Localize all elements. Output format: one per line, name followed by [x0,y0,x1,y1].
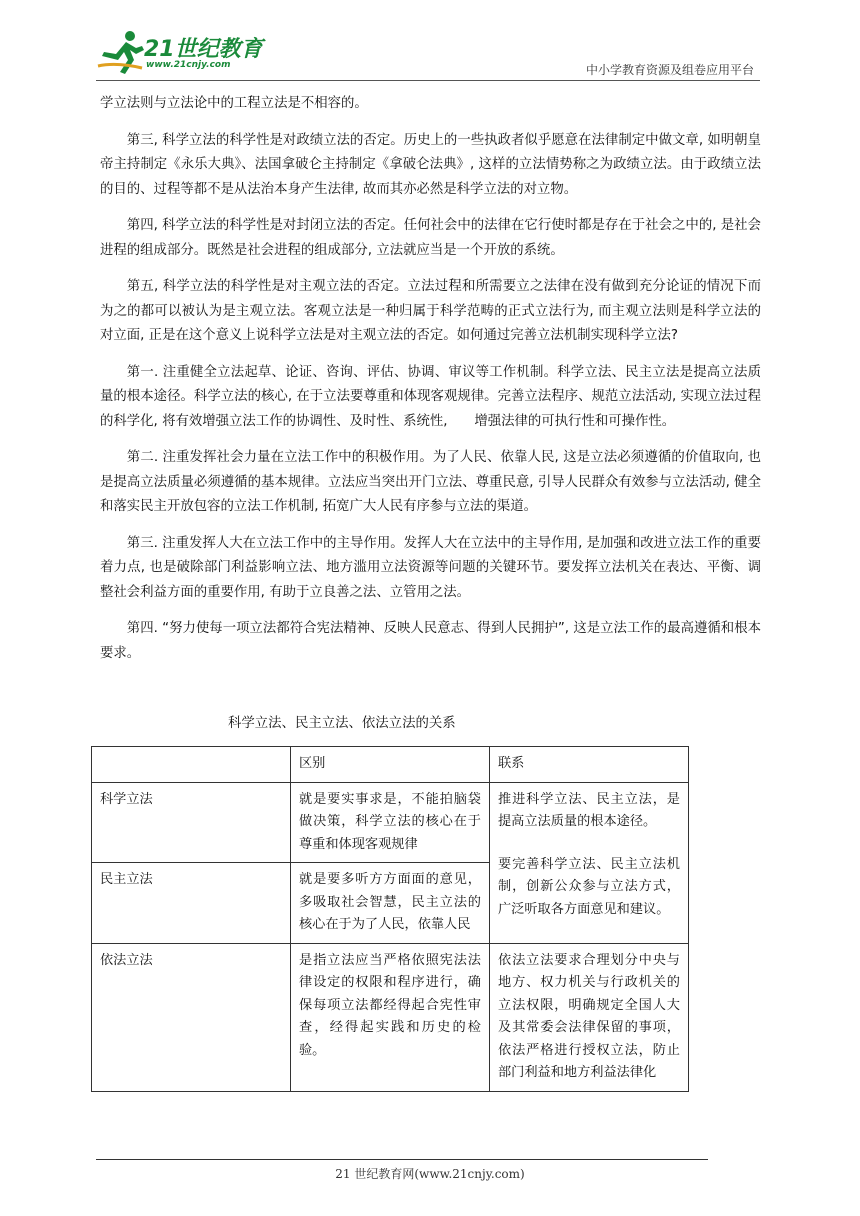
paragraph: 第三. 注重发挥人大在立法工作中的主导作用。发挥人大在立法中的主导作用, 是加强和改进立法工作的重要着力点, 也是破除部门利益影响立法、地方滥用立法资源等问题的关键环节。要发挥立法机关在表达、平衡、调整社会利益方面的重要作用, 有助于立良善之法、立管用之法。 [100,535,761,600]
paragraph: 第四. “努力使每一项立法都符合宪法精神、反映人民意志、得到人民拥护”, 这是立法工作的最高遵循和根本要求。 [100,621,761,661]
table-row [92,782,689,863]
paragraph: 第一. 注重健全立法起草、论证、咨询、评估、协调、审议等工作机制。科学立法、民主立法是提高立法质量的根本途径。科学立法的核心, 在于立法要尊重和体现客观规律。完善立法程序、规范立法活动, 实现立法过程的科学化, 将有效增强立法工作的协调性、及时性、系统性, 增强法律的可执行性和可操作性。 [100,364,761,429]
table-cell-link [490,782,689,943]
page-footer[interactable]: 21 世纪教育网(www.21cnjy.com) [335,1167,525,1181]
page-header [0,0,860,84]
paragraph: 第三, 科学立法的科学性是对政绩立法的否定。历史上的一些执政者似乎愿意在法律制定中做文章, 如明朝皇帝主持制定《永乐大典》、法国拿破仑主持制定《拿破仑法典》, 这样的立法情势称之为政绩立法。由于政绩立法的目的、过程等都不是从法治本身产生法律, 故而其亦必然是科学立法的对立物。 [100,132,761,197]
platform-name: 中小学教育资源及组卷应用平台 [585,63,754,77]
table-cell-name: 民主立法 [92,863,291,944]
table-cell-link: 依法立法要求合理划分中央与地方、权力机关与行政机关的立法权限，明确规定全国人大及其常委会法律保留的事项，依法严格进行授权立法，防止部门利益和地方利益法律化 [490,943,689,1091]
relationship-table [91,746,689,1092]
header-divider [96,80,760,81]
paragraph: 第二. 注重发挥社会力量在立法工作中的积极作用。为了人民、依靠人民, 这是立法必须遵循的价值取向, 也是提高立法质量必须遵循的基本规律。立法应当突出开门立法、尊重民意, 引导人民群众有效参与立法活动, 健全和落实民主开放包容的立法工作机制, 拓宽广大人民有序参与立法的渠道。 [100,450,761,514]
table-cell-diff: 是指立法应当严格依照宪法法律设定的权限和程序进行，确保每项立法都经得起合宪性审查，经得起实践和历史的检验。 [291,943,490,1091]
footer-divider [96,1159,708,1160]
table-title: 科学立法、民主立法、依法立法的关系 [228,716,456,731]
table-header-cell: 区别 [291,747,490,783]
table-cell-diff: 就是要多听方方面面的意见，多吸取社会智慧，民主立法的核心在于为了人民，依靠人民 [291,863,490,944]
paragraph: 学立法则与立法论中的工程立法是不相容的。 [100,96,368,111]
table-cell-name: 依法立法 [92,943,291,1091]
paragraph: 第五, 科学立法的科学性是对主观立法的否定。立法过程和所需要立之法律在没有做到充分论证的情况下而为之的都可以被认为是主观立法。客观立法是一种归属于科学范畴的正式立法行为, 而主观立法则是科学立法的对立面, 正是在这个意义上说科学立法是对主观立法的否定。如何通过完善立法机制实现科学立法? [100,279,761,343]
link-text-2: 要完善科学立法、民主立法机制，创新公众参与立法方式，广泛听取各方面意见和建议。 [498,856,680,917]
paragraph: 第四, 科学立法的科学性是对封闭立法的否定。任何社会中的法律在它行使时都是存在于社会之中的, 是社会进程的组成部分。既然是社会进程的组成部分, 立法就应当是一个开放的系统。 [100,218,761,258]
table-row [92,943,689,1091]
runner-logo-icon [96,30,146,76]
document-body [100,92,761,678]
table-cell-diff: 就是要实事求是，不能拍脑袋做决策，科学立法的核心在于尊重和体现客观规律 [291,782,490,863]
table-cell-name: 科学立法 [92,782,291,863]
table-header-cell [92,747,291,783]
link-text-1: 推进科学立法、民主立法，是提高立法质量的根本途径。 [498,791,680,829]
logo-url: www.21cnjy.com [146,60,231,70]
table-header-row [92,747,689,783]
logo-text: 21世纪教育 [144,37,263,62]
site-logo[interactable] [96,30,266,80]
spacer [498,834,680,854]
table-header-cell: 联系 [490,747,689,783]
